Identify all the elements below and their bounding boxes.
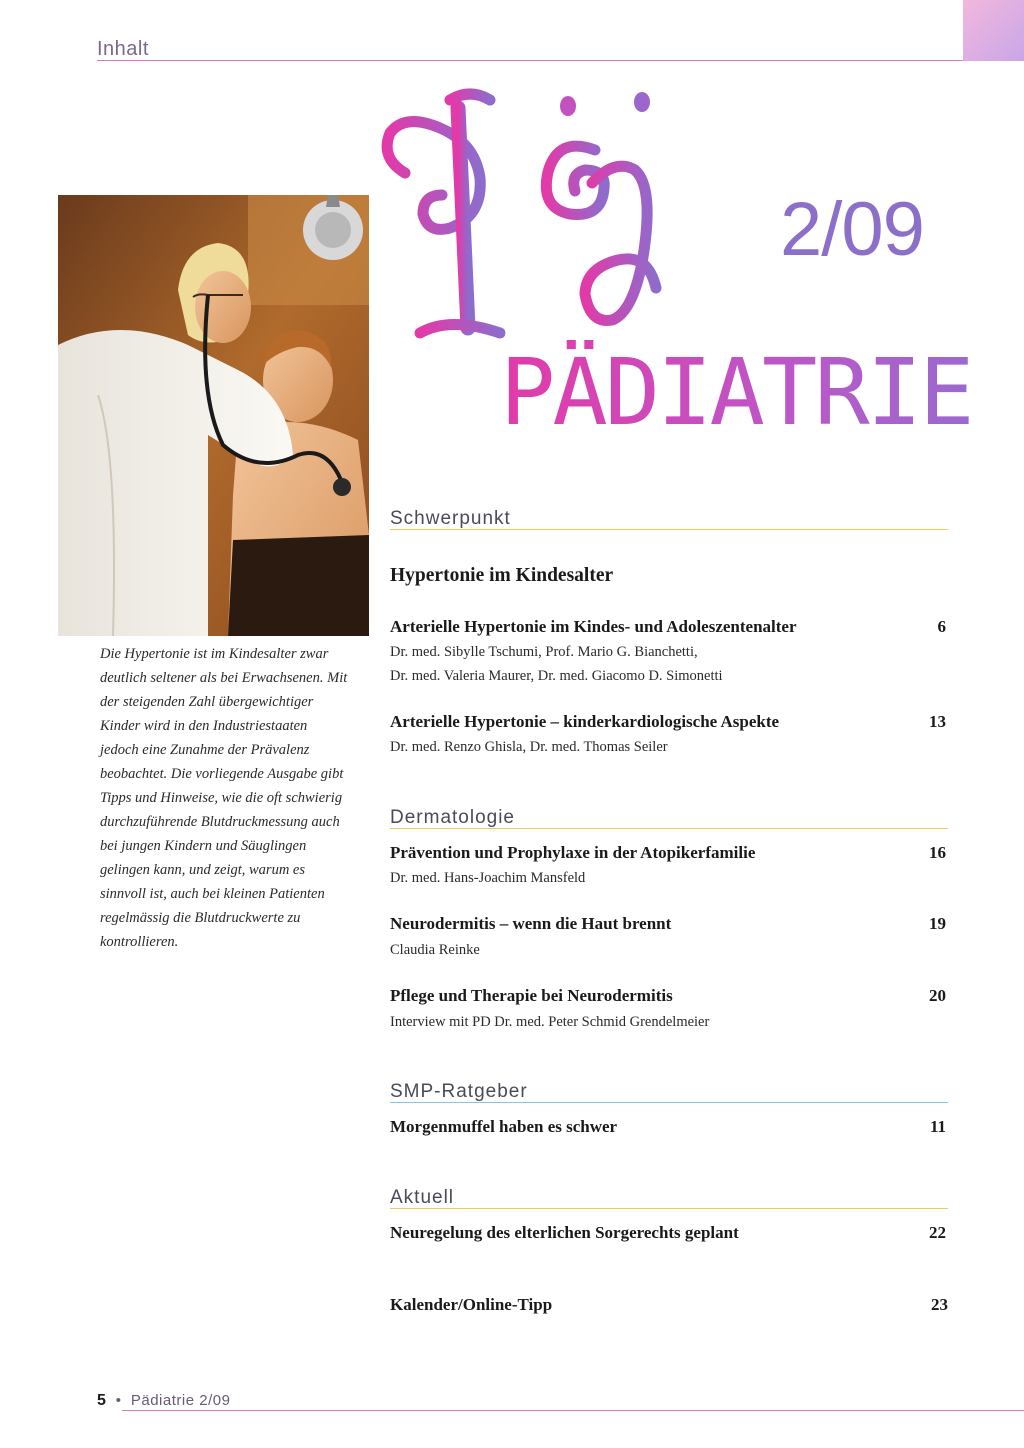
page-footer <box>97 1392 230 1410</box>
toc-entry-title[interactable]: Arterielle Hypertonie im Kindes- und Adoleszentenalter <box>390 617 797 636</box>
section-rule <box>390 529 948 530</box>
section-rule <box>390 1208 948 1209</box>
footer-bullet: • <box>115 1392 122 1409</box>
toc-entry-title-kalender[interactable]: Kalender/Online-Tipp <box>390 1295 553 1314</box>
toc-entry-page: 6 <box>937 617 946 636</box>
toc-entry-authors <box>390 640 945 688</box>
toc-entry-title[interactable]: Neurodermitis – wenn die Haut brennt <box>390 914 672 933</box>
section-heading-aktuell: Aktuell <box>390 1187 455 1208</box>
page-number: 5 <box>97 1392 107 1409</box>
footer-rule <box>122 1410 1024 1411</box>
section-heading-smp-ratgeber: SMP-Ratgeber <box>390 1081 528 1102</box>
magazine-title-text: PÄDIATRIE <box>500 339 972 446</box>
toc-entry-page: 16 <box>929 843 946 862</box>
photo-caption: Die Hypertonie ist im Kindesalter zwar deutlich seltener als bei Erwachsenen. Mit der steigenden Zahl übergewichtiger Kinder wird in den Industriestaaten jedoch eine Zunahme der Prävalenz beobachtet. Die vorliegende Ausgabe gibt Tipps und Hinweise, wie die oft schwierig durchzuführende Blutdruckmessung auch bei jungen Kindern und Säuglingen gelingen kann, und zeigt, warum es sinnvoll ist, auch bei kleinen Patienten regelmässig die Blutdruckwerte zu kontrollieren. <box>100 646 348 950</box>
section-label: Inhalt <box>97 38 149 60</box>
toc-entry-title[interactable]: Arterielle Hypertonie – kinderkardiologische Aspekte <box>390 712 780 731</box>
section-heading-schwerpunkt: Schwerpunkt <box>390 508 511 529</box>
header-rule <box>97 60 963 61</box>
topic-title: Hypertonie im Kindesalter <box>390 565 614 586</box>
section-rule <box>390 828 948 829</box>
section-rule <box>390 1102 948 1103</box>
author-line: Dr. med. Sibylle Tschumi, Prof. Mario G. Bianchetti, <box>390 644 698 660</box>
toc-entry-authors: Interview mit PD Dr. med. Peter Schmid Grendelmeier <box>390 1014 710 1030</box>
toc-entry-title[interactable]: Pflege und Therapie bei Neurodermitis <box>390 986 673 1005</box>
doctor-child-photo <box>58 195 369 636</box>
issue-number: 2/09 <box>780 187 924 272</box>
toc-entry-title[interactable]: Prävention und Prophylaxe in der Atopikerfamilie <box>390 843 756 862</box>
toc-entry-authors: Dr. med. Hans-Joachim Mansfeld <box>390 870 586 886</box>
toc-entry-title[interactable]: Morgenmuffel haben es schwer <box>390 1117 618 1136</box>
toc-entry-authors: Dr. med. Renzo Ghisla, Dr. med. Thomas Seiler <box>390 739 668 755</box>
toc-entry-page: 22 <box>929 1223 946 1242</box>
toc-entry-page: 13 <box>929 712 946 731</box>
toc-entry-page: 23 <box>931 1295 948 1314</box>
footer-publication: Pädiatrie 2/09 <box>130 1392 231 1409</box>
paediatrie-logo-mark <box>380 88 680 358</box>
toc-entry-title[interactable]: Neuregelung des elterlichen Sorgerechts geplant <box>390 1223 739 1242</box>
corner-color-tab <box>963 0 1024 61</box>
author-line: Dr. med. Valeria Maurer, Dr. med. Giacomo D. Simonetti <box>390 668 723 684</box>
section-heading-dermatologie: Dermatologie <box>390 807 515 828</box>
toc-entry-authors: Claudia Reinke <box>390 942 480 958</box>
toc-entry-page: 19 <box>929 914 946 933</box>
toc-entry-page: 11 <box>929 1117 946 1136</box>
toc-entry-page: 20 <box>929 986 946 1005</box>
magazine-title <box>500 339 972 446</box>
